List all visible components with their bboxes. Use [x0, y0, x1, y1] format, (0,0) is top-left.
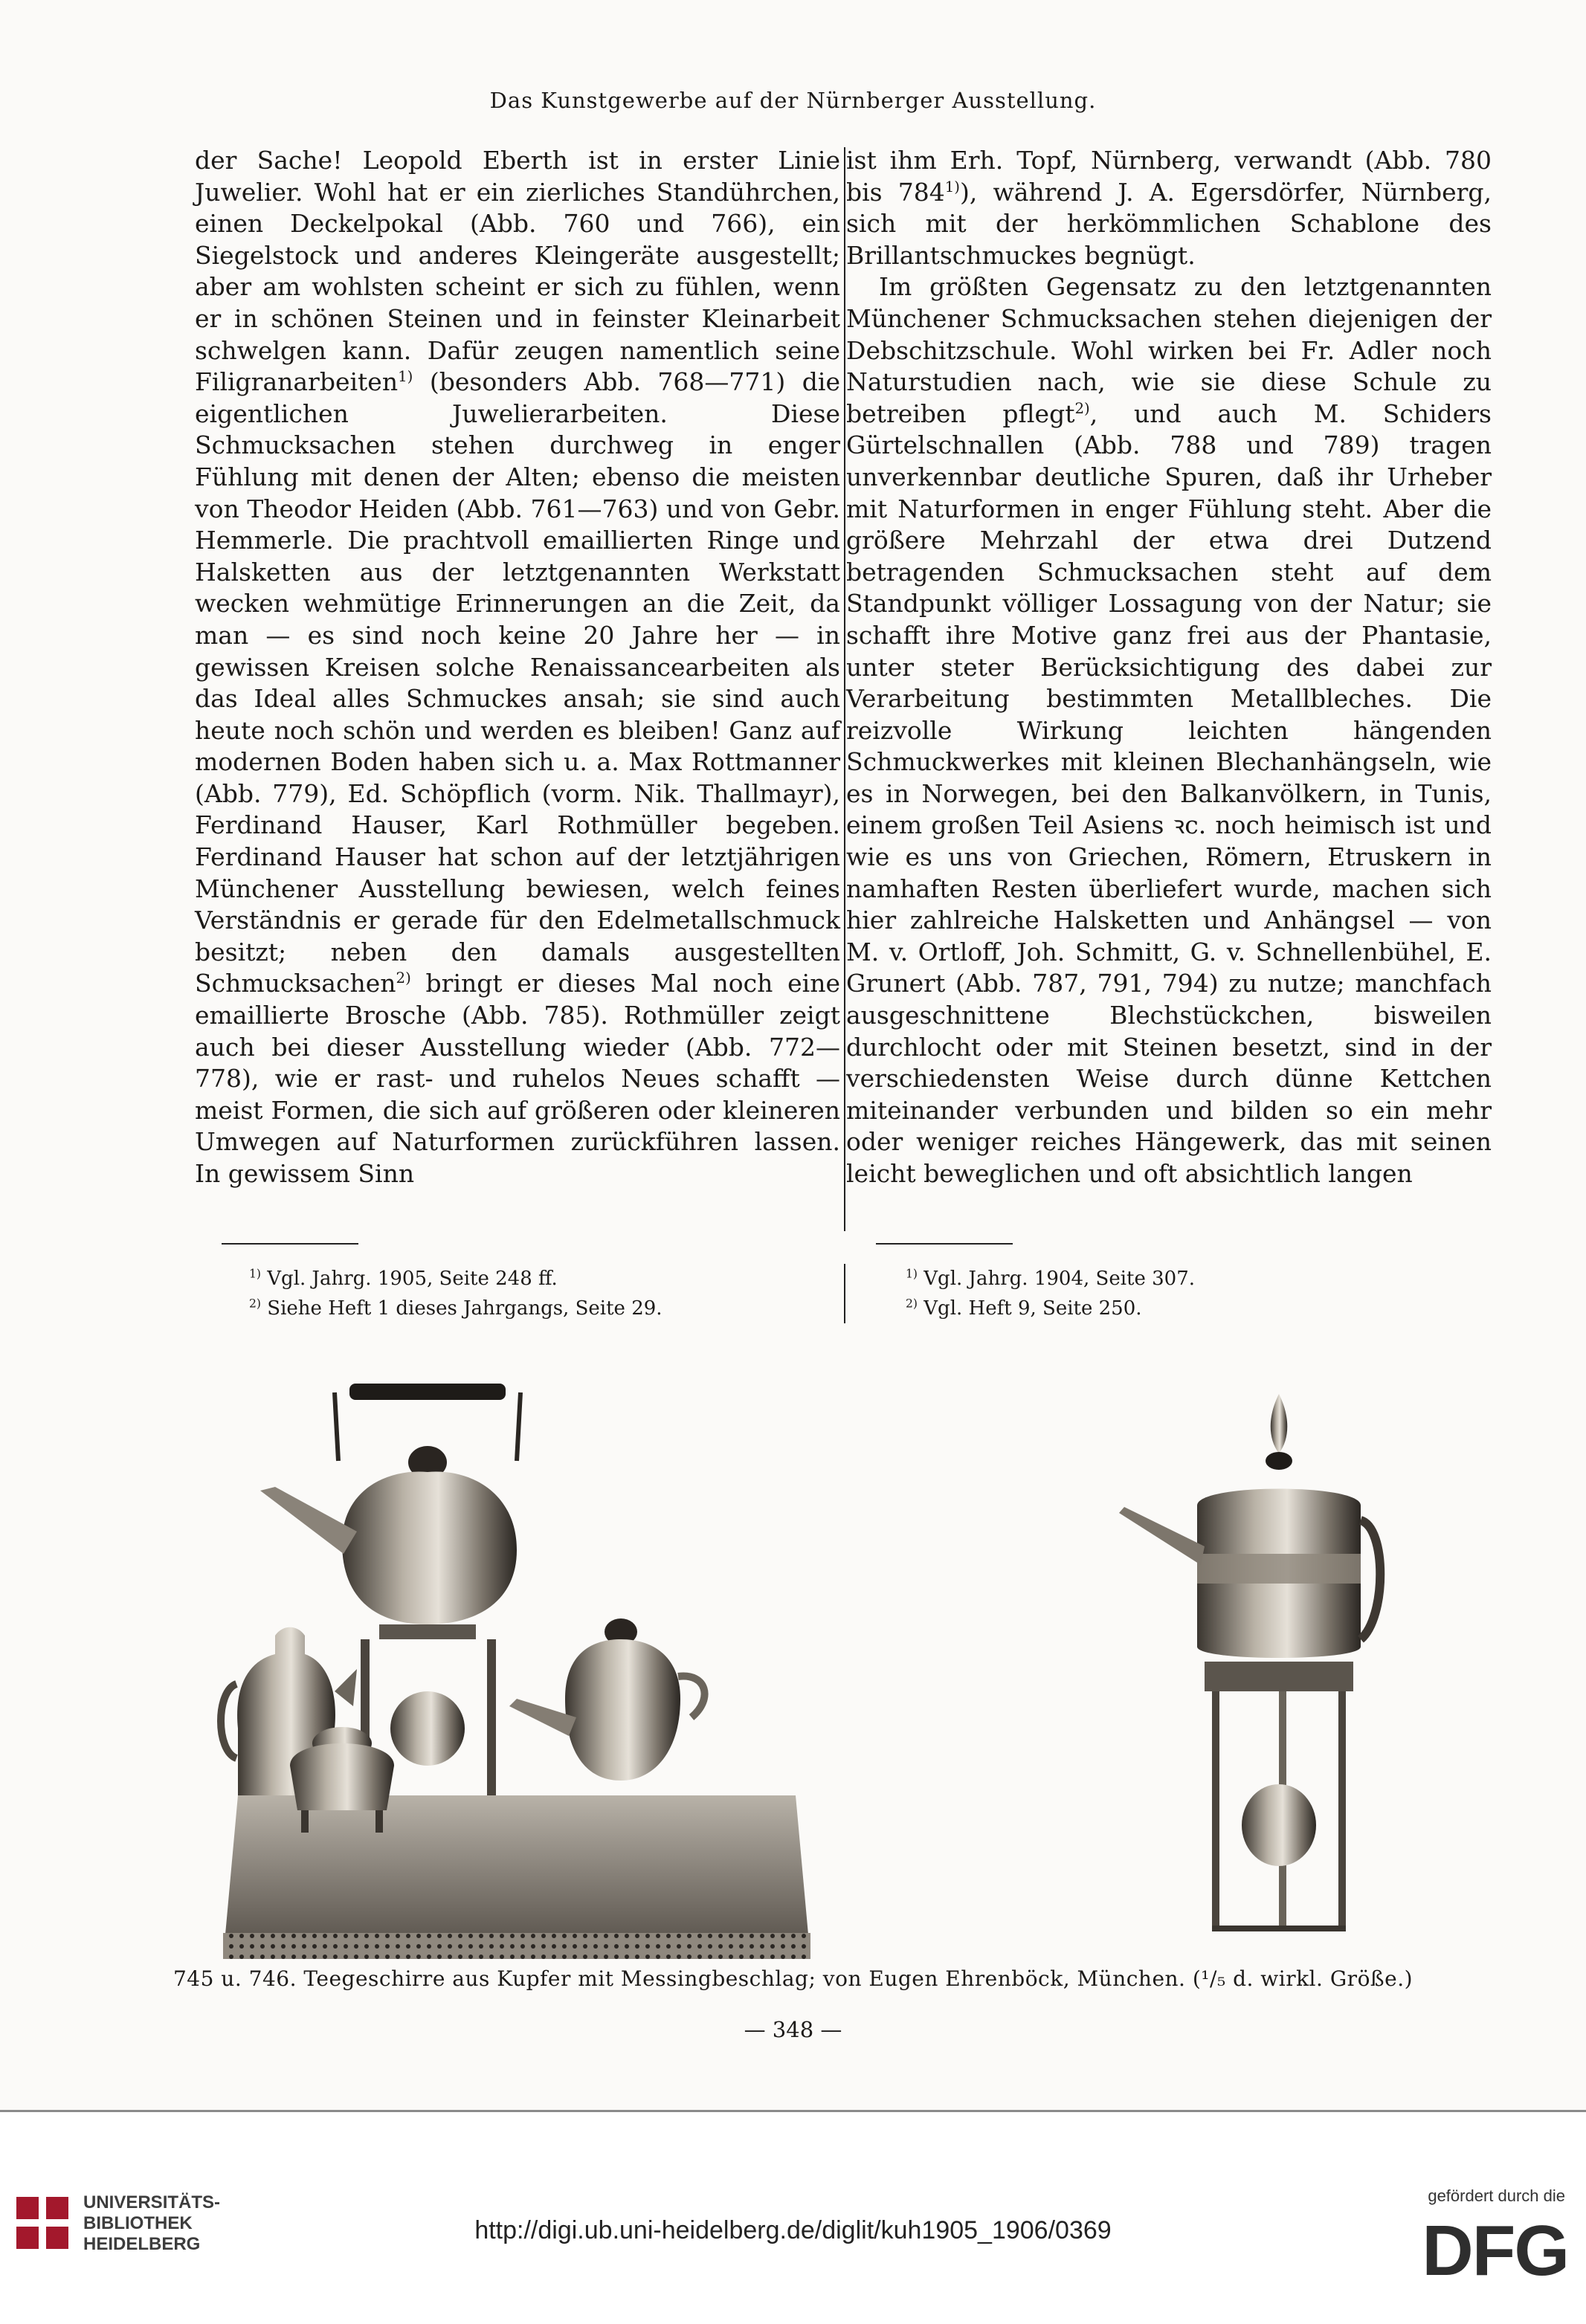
footnote-text: Vgl. Heft 9, Seite 250.: [918, 1297, 1142, 1320]
funding-note: gefördert durch die: [1428, 2186, 1565, 2205]
footnote-mark: 2): [906, 1297, 918, 1311]
left-paragraph: [195, 145, 840, 1190]
right-text-column: [846, 145, 1492, 1190]
left-text-part3: bringt er dieses Mal noch eine emaillierte Brosche (Abb. 785). Rothmüller zeigt auch bei dieser Ausstellung wieder (Abb. 772—778), wie er rast- und ruhelos Neues schafft — meist Formen, die sich auf größeren oder kleineren Umwegen auf Naturformen zurückführen lassen. In gewissem Sinn: [195, 969, 840, 1188]
teapot: [509, 1618, 705, 1781]
footnote-mark: 2): [249, 1297, 262, 1311]
footnote-rule-right: [876, 1243, 1013, 1245]
digitization-footer: [0, 2112, 1586, 2324]
page-number: — 348 —: [744, 2017, 842, 2042]
footnote-text: Vgl. Jahrg. 1905, Seite 248 ff.: [261, 1268, 558, 1290]
footnote-ref-2[interactable]: 2): [396, 969, 411, 987]
library-name-line: BIBLIOTHEK: [83, 2213, 193, 2233]
footnote-text: Vgl. Jahrg. 1904, Seite 307.: [918, 1268, 1196, 1290]
footnote: [249, 1294, 663, 1323]
footnotes-left: [249, 1264, 663, 1323]
dfg-logo: DFG: [1422, 2211, 1568, 2291]
permalink-url[interactable]: http://digi.ub.uni-heidelberg.de/diglit/kuh1905_1906/0369: [474, 2216, 1112, 2244]
figure-caption: 745 u. 746. Teegeschirre aus Kupfer mit Messingbeschlag; von Eugen Ehrenböck, München. (¹/₅ d. wirkl. Größe.): [173, 1966, 1413, 1991]
footnote-rule-left: [222, 1243, 358, 1245]
tray: [223, 1795, 810, 1959]
library-name-line: HEIDELBERG: [83, 2234, 201, 2254]
footnote-ref-right-2[interactable]: 2): [1074, 399, 1090, 417]
footnote: [249, 1264, 663, 1294]
left-text-part2: (besonders Abb. 768—771) die eigentlichen Juwelierarbeiten. Diese Schmucksachen stehen durchweg in enger Fühlung mit denen der Alten; ebenso die meisten von Theodor Heiden (Abb. 761—763) und von Gebr. Hemmerle. Die prachtvoll emaillierten Ringe und Halsketten aus der letztgenannten Werkstatt wecken wehmütige Erinnerungen an die Zeit, da man — es sind noch keine 20 Jahre her — in gewissen Kreisen solche Renaissancearbeiten als das Ideal alles Schmuckes ansah; sie sind auch heute noch schön und werden es bleiben! Ganz auf modernen Boden haben sich u. a. Max Rottmanner (Abb. 779), Ed. Schöpflich (vorm. Nik. Thallmayr), Ferdinand Hauser, Karl Rothmüller begeben. Ferdinand Hauser hat schon auf der letztjährigen Münchener Ausstellung bewiesen, welch feines Verständnis er gerade für den Edelmetallschmuck besitzt; neben den damals ausgestellten Schmucksachen: [195, 367, 840, 998]
footnote-ref-1[interactable]: 1): [398, 368, 413, 386]
tea-service-illustration: [216, 1379, 1495, 1966]
footnote: [906, 1264, 1195, 1294]
footnotes-right: [906, 1264, 1195, 1323]
right-p1-text: ist ihm Erh. Topf, Nürnberg, verwandt (Abb. 780 bis 784: [846, 146, 1492, 207]
left-text-part1: der Sache! Leopold Eberth ist in erster Linie Juwelier. Wohl hat er ein zierliches Standührchen, einen Deckelpokal (Abb. 760 und 766), ein Siegelstock und anderes Kleingeräte ausgestellt; aber am wohlsten scheint er sich zu fühlen, wenn er in schönen Steinen und in feinster Kleinarbeit schwelgen kann. Dafür zeugen namentlich seine Filigranarbeiten: [195, 146, 840, 397]
footnote-ref-right-1[interactable]: 1): [944, 178, 961, 196]
samovar-kettle: [1119, 1394, 1380, 1931]
footnote-divider: [844, 1264, 845, 1323]
column-divider: [844, 147, 845, 1231]
tea-service-photograph: [216, 1379, 1495, 1966]
footnote-mark: 1): [906, 1267, 918, 1281]
footnote-mark: 1): [249, 1267, 262, 1281]
right-p2-rest: , und auch M. Schiders Gürtelschnallen (Abb. 788 und 789) tragen unverkennbar deutliche Spuren, daß ihr Urheber mit Naturformen in enger Fühlung steht. Aber die größere Mehrzahl der etwa drei Dutzend betragenden Schmucksachen steht auf dem Standpunkt völliger Lossagung von der Natur; sie schafft ihre Motive ganz frei aus der Phantasie, unter steter Berücksichtigung des dabei zur Verarbeitung bestimmten Metallbleches. Die reizvolle Wirkung leichten hängenden Schmuckwerkes mit kleinen Blechanhängseln, wie es in Norwegen, bei den Balkanvölkern, in Tunis, einem großen Teil Asiens ꝛc. noch heimisch ist und wie es uns von Griechen, Römern, Etruskern in namhaften Resten überliefert wurde, machen sich hier zahlreiche Halsketten und Anhängsel — von M. v. Ortloff, Joh. Schmitt, G. v. Schnellenbühel, E. Grunert (Abb. 787, 791, 794) zu nutze; manchfach ausgeschnittene Blechstückchen, bisweilen durchlocht oder mit Steinen besetzt, sind in der verschiedensten Weise durch dünne Kettchen miteinander verbunden und bilden so ein mehr oder weniger reiches Hängewerk, das mit seinen leicht beweglichen und oft absichtlich langen: [846, 398, 1492, 1188]
right-p2-text: Im größten Gegensatz zu den letztgenannten Münchener Schmucksachen stehen diejenigen der Debschitzschule. Wohl wirken bei Fr. Adler noch Naturstudien nach, wie sie diese Schule zu betreiben pflegt: [846, 272, 1492, 428]
left-text-column: [195, 145, 840, 1190]
right-paragraph-1: [846, 145, 1492, 271]
right-p1-rest: ), während J. A. Egersdörfer, Nürnberg, sich mit der herkömmlichen Schablone des Brillantschmuckes begnügt.: [846, 177, 1492, 270]
running-header: Das Kunstgewerbe auf der Nürnberger Ausstellung.: [489, 88, 1097, 113]
footnote-text: Siehe Heft 1 dieses Jahrgangs, Seite 29.: [261, 1297, 663, 1320]
right-paragraph-2: [846, 271, 1492, 1190]
library-name-line: UNIVERSITÄTS-: [83, 2192, 221, 2212]
footnote: [906, 1294, 1195, 1323]
